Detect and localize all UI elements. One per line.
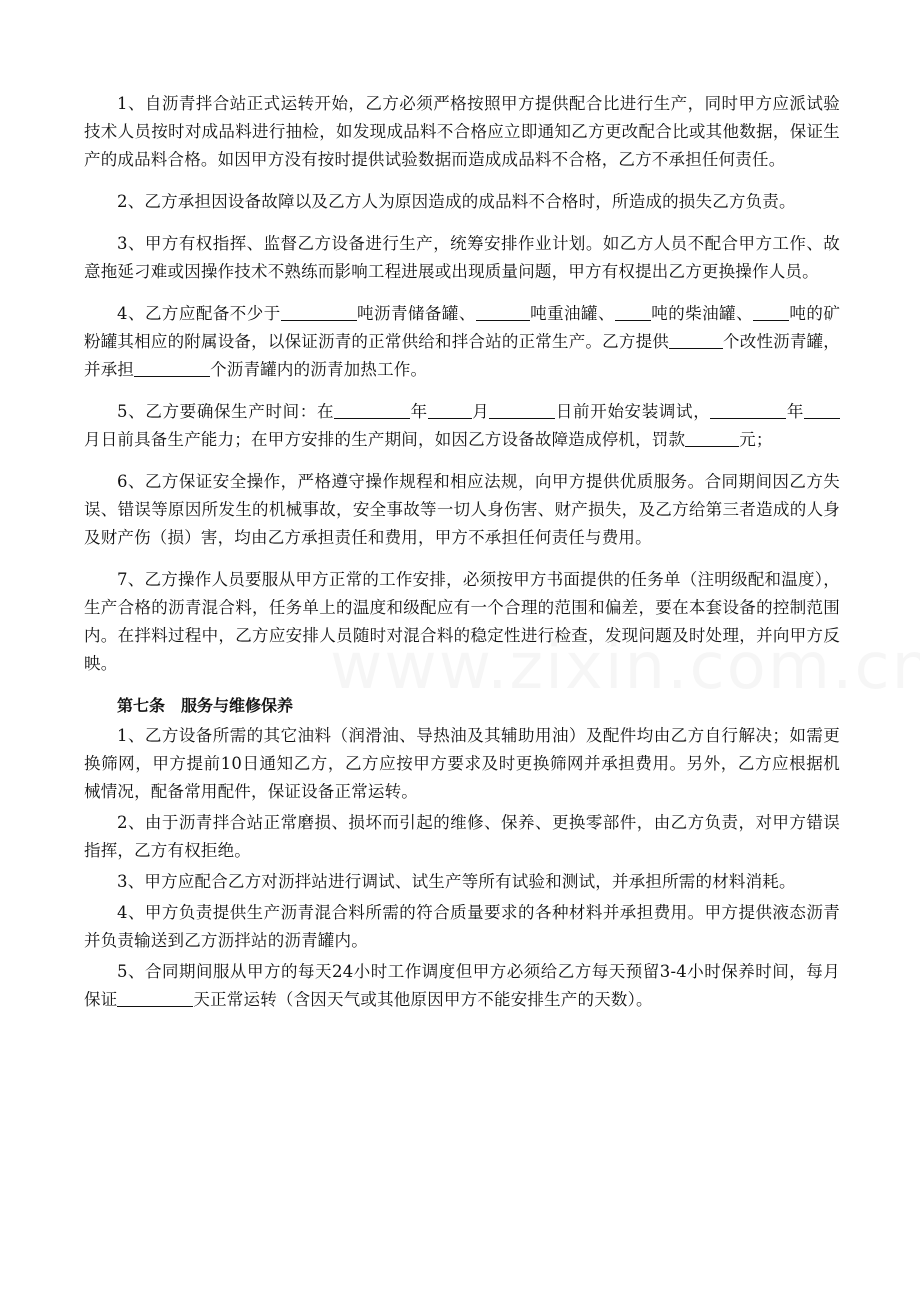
clause-4-text-2: 吨沥青储备罐、	[356, 304, 476, 323]
asphalt-tank-tonnage-blank[interactable]	[281, 302, 357, 321]
clause-5-text-7: 日前具备生产能力；在甲方安排的生产期间，如因乙方设备故障造成停机，罚款	[100, 430, 686, 449]
section-7-item-5-text-2: 天正常运转（含因天气或其他原因甲方不能安排生产的天数）。	[193, 990, 653, 1009]
install-day-blank[interactable]	[489, 400, 555, 419]
section-7-item-5-text-1: 5、合同期间服从甲方的每天24小时工作调度但甲方必须给乙方每天预留3-4小时保养时间，每月保证	[84, 962, 840, 1009]
install-month-blank[interactable]	[428, 400, 472, 419]
section-7-item-1: 1、乙方设备所需的其它油料（润滑油、导热油及其辅助用油）及配件均由乙方自行解决；如需更换筛网，甲方提前10日通知乙方，乙方应按甲方要求及时更换筛网并承担费用。另外，乙方应根据机械情况，配备常用配件，保证设备正常运转。	[84, 726, 840, 801]
mineral-powder-tank-tonnage-blank[interactable]	[753, 302, 789, 321]
clause-paragraph-4	[84, 300, 840, 384]
penalty-amount-blank[interactable]	[685, 428, 739, 447]
clause-paragraph-7: 7、乙方操作人员要服从甲方正常的工作安排，必须按甲方书面提供的任务单（注明级配和温度），生产合格的沥青混合料，任务单上的温度和级配应有一个合理的范围和偏差，要在本套设备的控制范围内。在拌料过程中，乙方应安排人员随时对混合料的稳定性进行检查，发现问题及时处理，并向甲方反映。	[84, 570, 840, 673]
clause-4-text-3: 吨重油罐、	[529, 304, 615, 323]
section-7-item-5	[84, 958, 840, 1014]
install-year-blank[interactable]	[334, 400, 410, 419]
clause-paragraph-5	[84, 398, 840, 454]
clause-4-text-7: 个沥青罐内的沥青加热工作。	[210, 360, 428, 379]
clause-5-text-1: 5、乙方要确保生产时间：在	[117, 402, 335, 421]
clause-paragraph-6: 6、乙方保证安全操作，严格遵守操作规程和相应法规，向甲方提供优质服务。合同期间因乙方失误、错误等原因所发生的机械事故，安全事故等一切人身伤害、财产损失，及乙方给第三者造成的人身及财产伤（损）害，均由乙方承担责任和费用，甲方不承担任何责任与费用。	[84, 472, 840, 547]
clause-5-text-6: 月	[84, 430, 101, 449]
clause-paragraph-2: 2、乙方承担因设备故障以及乙方人为原因造成的成品料不合格时，所造成的损失乙方负责。	[117, 192, 796, 211]
ready-month-blank[interactable]	[804, 400, 840, 419]
clause-5-text-4: 日前开始安装调试，	[555, 402, 711, 421]
document-page	[84, 90, 840, 1017]
clause-5-text-5: 年	[786, 402, 805, 421]
clause-paragraph-1: 1、自沥青拌合站正式运转开始，乙方必须严格按照甲方提供配合比进行生产，同时甲方应派试验技术人员按时对成品料进行抽检，如发现成品料不合格应立即通知乙方更改配合比或其他数据，保证生产的成品料合格。如因甲方没有按时提供试验数据而造成成品料不合格，乙方不承担任何责任。	[84, 94, 840, 169]
diesel-tank-tonnage-blank[interactable]	[615, 302, 651, 321]
clause-5-text-3: 月	[471, 402, 490, 421]
heated-tank-count-blank[interactable]	[134, 358, 210, 377]
clause-5-text-2: 年	[410, 402, 428, 421]
clause-4-text-4: 吨的柴油罐、	[650, 304, 754, 323]
clause-4-text-6: 个改性沥青罐，并承担	[84, 332, 840, 379]
modified-asphalt-tank-count-blank[interactable]	[669, 330, 723, 349]
monthly-operating-days-blank[interactable]	[117, 988, 193, 1007]
ready-year-blank[interactable]	[710, 400, 786, 419]
section-7-item-3: 3、甲方应配合乙方对沥拌站进行调试、试生产等所有试验和测试，并承担所需的材料消耗。	[117, 872, 796, 891]
heavy-oil-tank-tonnage-blank[interactable]	[476, 302, 530, 321]
clause-4-text-5: 吨的矿粉罐其相应的附属设备，以保证沥青的正常供给和拌合站的正常生产。乙方提供	[84, 304, 841, 351]
clause-4-text-1: 4、乙方应配备不少于	[117, 304, 281, 323]
section-7-heading: 第七条 服务与维修保养	[117, 696, 294, 715]
clause-5-text-8: 元；	[739, 430, 773, 449]
clause-paragraph-3: 3、甲方有权指挥、监督乙方设备进行生产，统筹安排作业计划。如乙方人员不配合甲方工作、故意拖延刁难或因操作技术不熟练而影响工程进展或出现质量问题，甲方有权提出乙方更换操作人员。	[84, 234, 840, 281]
section-7-item-4: 4、甲方负责提供生产沥青混合料所需的符合质量要求的各种材料并承担费用。甲方提供液态沥青并负责输送到乙方沥拌站的沥青罐内。	[84, 903, 840, 950]
section-7-item-2: 2、由于沥青拌合站正常磨损、损坏而引起的维修、保养、更换零部件，由乙方负责，对甲方错误指挥，乙方有权拒绝。	[84, 813, 840, 860]
